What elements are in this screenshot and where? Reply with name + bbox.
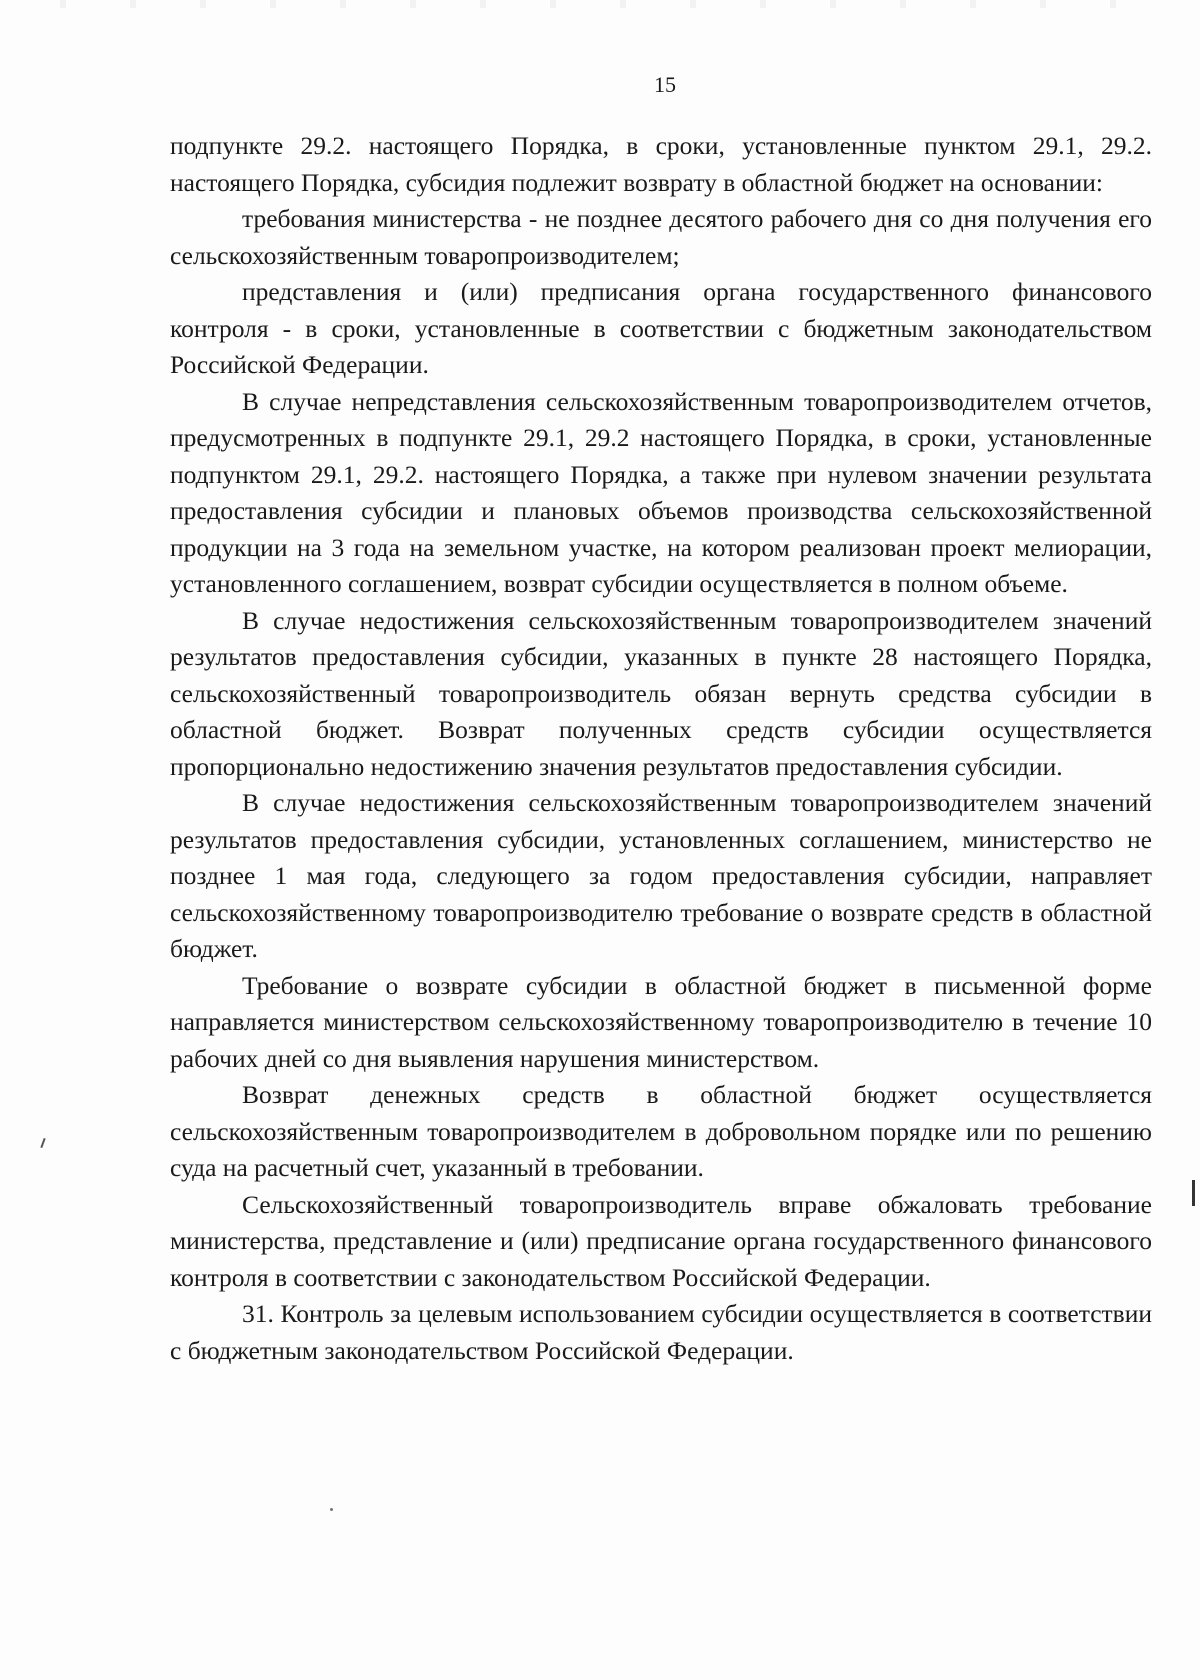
paragraph-continuation: подпункте 29.2. настоящего Порядка, в сроки, установленные пунктом 29.1, 29.2. настоящего Порядка, субсидия подлежит возврату в областной бюджет на основании: — [170, 131, 1152, 197]
paragraph: В случае недостижения сельскохозяйственным товаропроизводителем значений результатов предоставления субсидии, указанных в пункте 28 настоящего Порядка, сельскохозяйственный товаропроизводитель обязан вернуть средства субсидии в областной бюджет. Возврат полученных средств субсидии осуществляется пропорционально недостижению значения результатов предоставления субсидии. — [170, 605, 1152, 781]
paragraph: В случае непредставления сельскохозяйственным товаропроизводителем отчетов, предусмотренных в подпункте 29.1, 29.2 настоящего Порядка, в сроки, установленные подпунктом 29.1, 29.2. настоящего Порядка, а также при нулевом значении результата предоставления субсидии и плановых объемов производства сельскохозяйственной продукции на 3 года на земельном участке, на котором реализован проект мелиорации, установленного соглашением, возврат субсидии осуществляется в полном объеме. — [170, 386, 1152, 598]
paragraph: требования министерства - не позднее десятого рабочего дня со дня получения его сельскохозяйственным товаропроизводителем; — [170, 204, 1152, 270]
paragraph: представления и (или) предписания органа государственного финансового контроля - в сроки, установленные в соответствии с бюджетным законодательством Российской Федерации. — [170, 277, 1152, 379]
page-number: 15 — [654, 72, 676, 97]
scan-dot — [330, 1508, 333, 1511]
scan-mark — [40, 1138, 45, 1148]
paragraph: Требование о возврате субсидии в областной бюджет в письменной форме направляется министерством сельскохозяйственному товаропроизводителю в течение 10 рабочих дней со дня выявления нарушения министерством. — [170, 970, 1152, 1073]
paragraph: В случае недостижения сельскохозяйственным товаропроизводителем значений результатов предоставления субсидии, установленных соглашением, министерство не позднее 1 мая года, следующего за годом предоставления субсидии, направляет сельскохозяйственному товаропроизводителю требование о возврате средств в областной бюджет. — [170, 788, 1152, 963]
document-body — [170, 128, 1152, 1369]
paragraph: 31. Контроль за целевым использованием субсидии осуществляется в соответствии с бюджетным законодательством Российской Федерации. — [170, 1299, 1152, 1365]
paragraph: Возврат денежных средств в областной бюджет осуществляется сельскохозяйственным товаропроизводителем в добровольном порядке или по решению суда на расчетный счет, указанный в требовании. — [170, 1080, 1152, 1182]
scan-edge-mark — [1192, 1180, 1195, 1206]
paragraph: Сельскохозяйственный товаропроизводитель вправе обжаловать требование министерства, представление и (или) предписание органа государственного финансового контроля в соответствии с законодательством Российской Федерации. — [170, 1189, 1152, 1292]
scan-artifact-top — [60, 0, 1160, 8]
